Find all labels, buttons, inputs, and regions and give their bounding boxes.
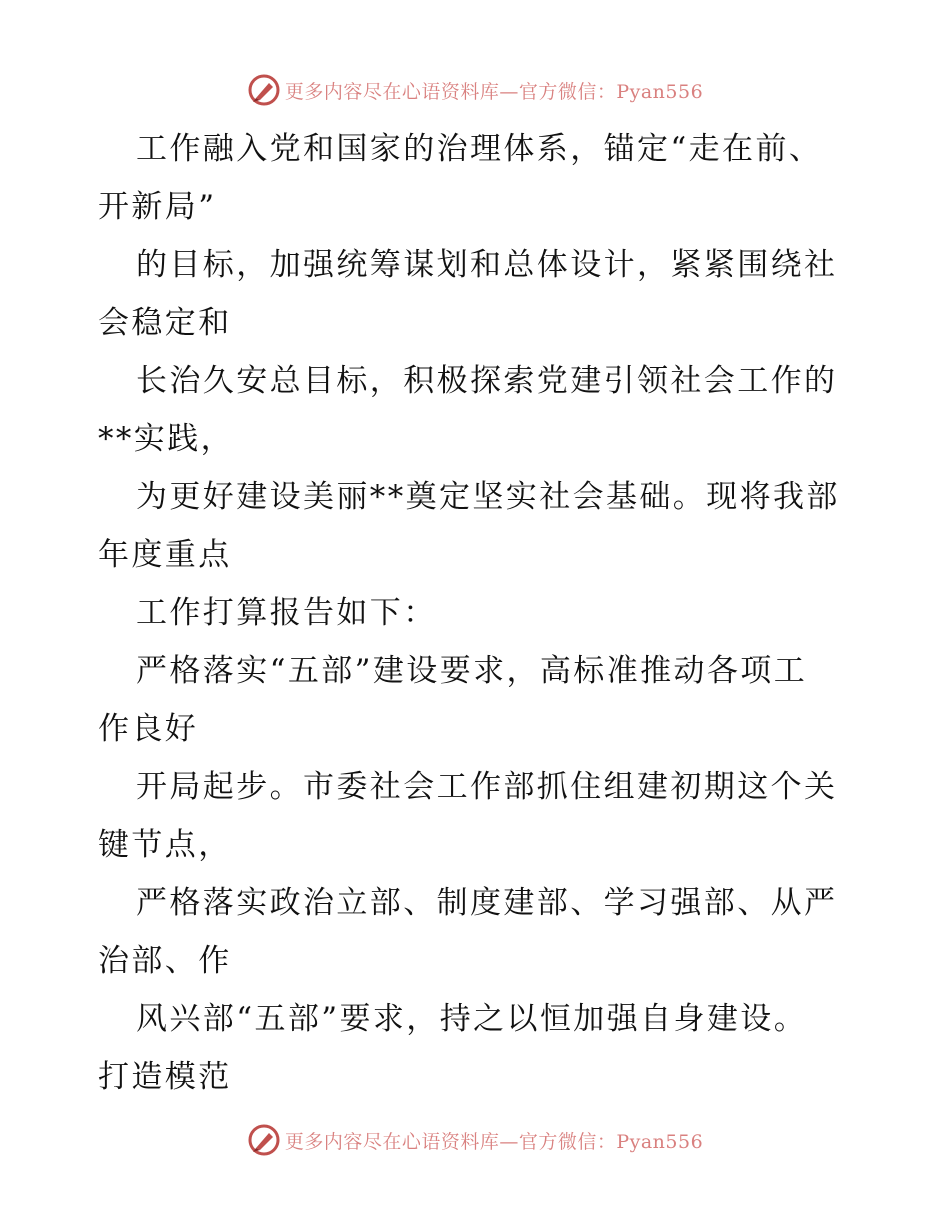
text-line: 为更好建设美丽**奠定坚实社会基础。现将我部 — [136, 479, 840, 515]
text-line: 严格落实“五部”建设要求，高标准推动各项工 — [136, 653, 808, 689]
text-line: 长治久安总目标，积极探索党建引领社会工作的 — [136, 363, 838, 399]
text-line: 风兴部“五部”要求，持之以恒加强自身建设。 — [136, 1001, 808, 1037]
text-line: **实践， — [98, 421, 234, 457]
watermark-text: 更多内容尽在心语资料库—官方微信：Pyan556 — [284, 80, 704, 103]
watermark-text: 更多内容尽在心语资料库—官方微信：Pyan556 — [284, 1130, 704, 1153]
text-line: 的目标，加强统筹谋划和总体设计，紧紧围绕社 — [136, 247, 838, 283]
text-line: 开局起步。市委社会工作部抓住组建初期这个关 — [136, 769, 838, 805]
text-line: 工作打算报告如下： — [136, 595, 437, 631]
header-watermark — [0, 70, 950, 110]
text-line: 工作融入党和国家的治理体系，锚定“走在前、 — [136, 131, 823, 167]
text-line: 年度重点 — [98, 537, 232, 573]
text-line: 作良好 — [98, 711, 199, 747]
text-line: 键节点， — [98, 827, 232, 863]
pen-nib-logo-icon — [247, 73, 281, 107]
text-line: 会稳定和 — [98, 305, 232, 341]
pen-nib-logo-icon — [247, 1123, 281, 1157]
text-line: 开新局” — [98, 189, 217, 225]
text-line: 打造模范 — [98, 1059, 232, 1095]
text-line: 治部、作 — [98, 943, 232, 979]
text-line: 严格落实政治立部、制度建部、学习强部、从严 — [136, 885, 838, 921]
document-body — [98, 120, 858, 1106]
footer-watermark — [0, 1120, 950, 1160]
